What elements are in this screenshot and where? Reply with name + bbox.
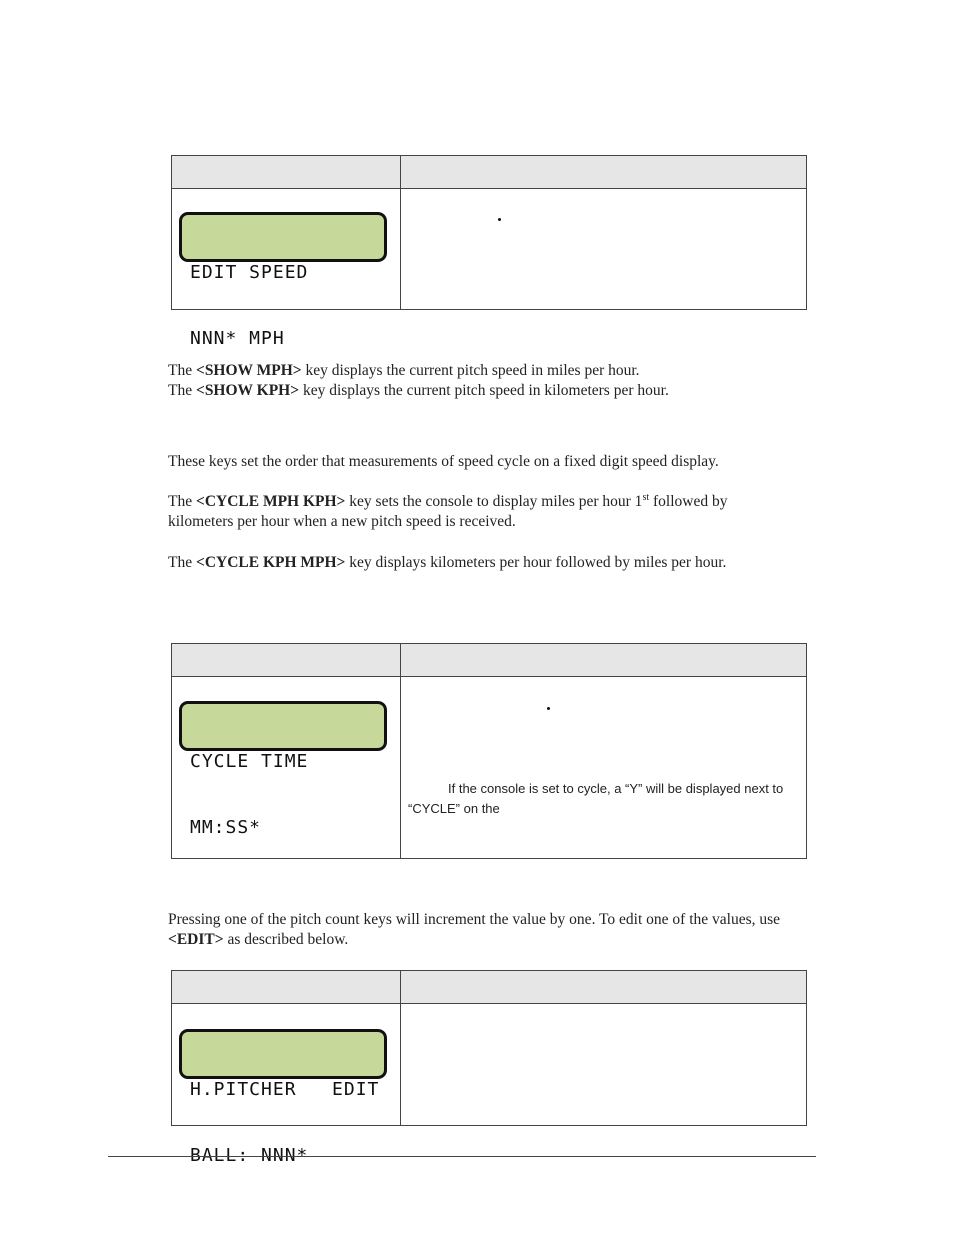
show-kph-key-label: <SHOW KPH> [195,382,300,399]
show-mph-key-label: <SHOW MPH> [195,362,302,379]
bullet-dot [547,707,550,710]
lcd-line-1: CYCLE TIME [190,751,309,772]
table-header-row [172,156,806,189]
show-mph-paragraph: The <SHOW MPH> key displays the current pitch speed in miles per hour. [168,362,640,379]
lcd-line-2: NNN* MPH [190,328,285,349]
column-divider [400,971,401,1125]
table-header-row [172,644,806,677]
column-divider [400,156,401,309]
column-divider [400,644,401,858]
lcd-display-pitcher [179,1029,387,1166]
pitch-count-paragraph: Pressing one of the pitch count keys will increment the value by one. To edit one of the values, use <EDIT> as described below. [168,911,781,948]
cycle-kph-mph-key-label: <CYCLE KPH MPH> [195,554,346,571]
cycle-time-table [171,643,807,859]
cycle-mph-kph-key-label: <CYCLE MPH KPH> [195,493,346,510]
lcd-line-2: MM:SS* [190,817,262,838]
lcd-display-cycle-time [179,701,387,838]
cycle-intro-paragraph: These keys set the order that measurements of speed cycle on a fixed digit speed display. [168,453,719,470]
lcd-line-2: BALL: NNN* [190,1145,309,1166]
cycle-mph-kph-paragraph: The <CYCLE MPH KPH> key sets the console to display miles per hour 1st followed by kilometers per hour when a new pitch speed is received. [168,491,728,530]
bullet-dot [498,218,501,221]
pitcher-edit-table [171,970,807,1166]
lcd-display-edit-speed [179,212,387,349]
show-kph-paragraph: The <SHOW KPH> key displays the current pitch speed in kilometers per hour. [168,382,669,399]
edit-speed-table [171,155,807,349]
lcd-line-1: EDIT SPEED [190,262,309,283]
edit-key-label: <EDIT> [168,931,224,948]
cycle-kph-mph-paragraph: The <CYCLE KPH MPH> key displays kilometers per hour followed by miles per hour. [168,554,727,571]
table-header-row [172,971,806,1004]
cycle-note-text: If the console is set to cycle, a “Y” will be displayed next to “CYCLE” on the [408,781,784,816]
lcd-line-1: H.PITCHER EDIT [190,1079,380,1100]
footer-rule [108,1156,816,1157]
